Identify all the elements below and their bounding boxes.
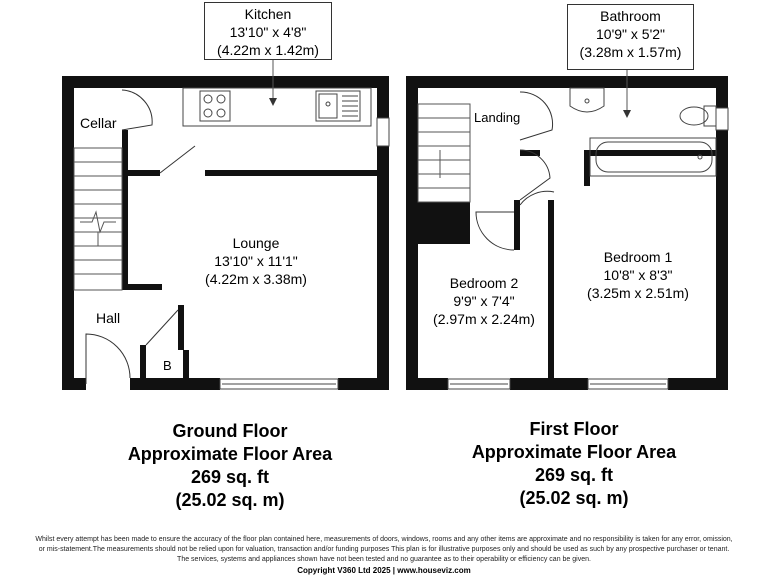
first-floor-walls	[406, 76, 728, 390]
ground-floor-title: Ground Floor	[172, 421, 288, 441]
ground-floor-summary	[90, 420, 370, 512]
cupboard-label: B	[163, 358, 172, 373]
kitchen-metric: (4.22m x 1.42m)	[217, 42, 319, 58]
bedroom2-metric: (2.97m x 2.24m)	[433, 311, 535, 327]
cellar-label: Cellar	[80, 115, 117, 131]
bedroom1-imperial: 10'8" x 8'3"	[603, 267, 673, 283]
lounge-metric: (4.22m x 3.38m)	[205, 271, 307, 287]
bedroom2-name: Bedroom 2	[449, 275, 519, 291]
bathroom-callout	[567, 4, 694, 70]
first-floor-subtitle: Approximate Floor Area	[471, 442, 677, 462]
hall-label: Hall	[96, 310, 121, 326]
disclaimer-line-2: or mis-statement.The measurements should not be relied upon for valuation, transaction and/or funding purposes This plan is for illustrative purposes only and should be used as such by any prospective purchaser or tenant.	[38, 546, 730, 553]
bedroom1-label	[568, 248, 708, 302]
kitchen-units	[183, 88, 371, 126]
first-floor-area-sqm: (25.02 sq. m)	[519, 488, 629, 508]
bedroom2-label	[418, 274, 550, 328]
kitchen-callout	[204, 2, 332, 60]
copyright: Copyright V360 Ltd 2025 | www.houseviz.com	[297, 566, 471, 575]
lounge-label	[186, 234, 326, 288]
first-floor-summary	[434, 418, 714, 510]
bathroom-name: Bathroom	[600, 8, 661, 24]
bathroom-fittings	[570, 88, 716, 176]
bedroom1-metric: (3.25m x 2.51m)	[587, 285, 689, 301]
bathroom-metric: (3.28m x 1.57m)	[579, 44, 682, 60]
disclaimer-line-3: The services, systems and appliances shown have not been tested and no guarantee as to their operability or efficiency can be given.	[177, 556, 591, 563]
bedroom1-name: Bedroom 1	[603, 249, 673, 265]
bedroom2-imperial: 9'9" x 7'4"	[453, 293, 515, 309]
disclaimer-line-1: Whilst every attempt has been made to ensure the accuracy of the floor plan contained here, measurements of doors, windows, rooms and any other items are approximate and no responsibility is taken for any error, omission,	[35, 536, 733, 543]
ground-floor-subtitle: Approximate Floor Area	[127, 444, 333, 464]
kitchen-imperial: 13'10" x 4'8"	[229, 24, 307, 40]
ground-floor-area-sqm: (25.02 sq. m)	[175, 490, 285, 510]
landing-label: Landing	[474, 110, 521, 125]
ground-floor-area-sqft: 269 sq. ft	[190, 467, 270, 487]
first-floor-title: First Floor	[529, 419, 619, 439]
ground-stairs	[74, 148, 122, 290]
disclaimer	[14, 535, 754, 565]
bathroom-imperial: 10'9" x 5'2"	[596, 26, 665, 42]
first-stairs	[418, 104, 470, 202]
lounge-imperial: 13'10" x 11'1"	[214, 253, 298, 269]
kitchen-name: Kitchen	[244, 6, 292, 22]
lounge-name: Lounge	[232, 235, 280, 251]
first-floor-area-sqft: 269 sq. ft	[534, 465, 614, 485]
